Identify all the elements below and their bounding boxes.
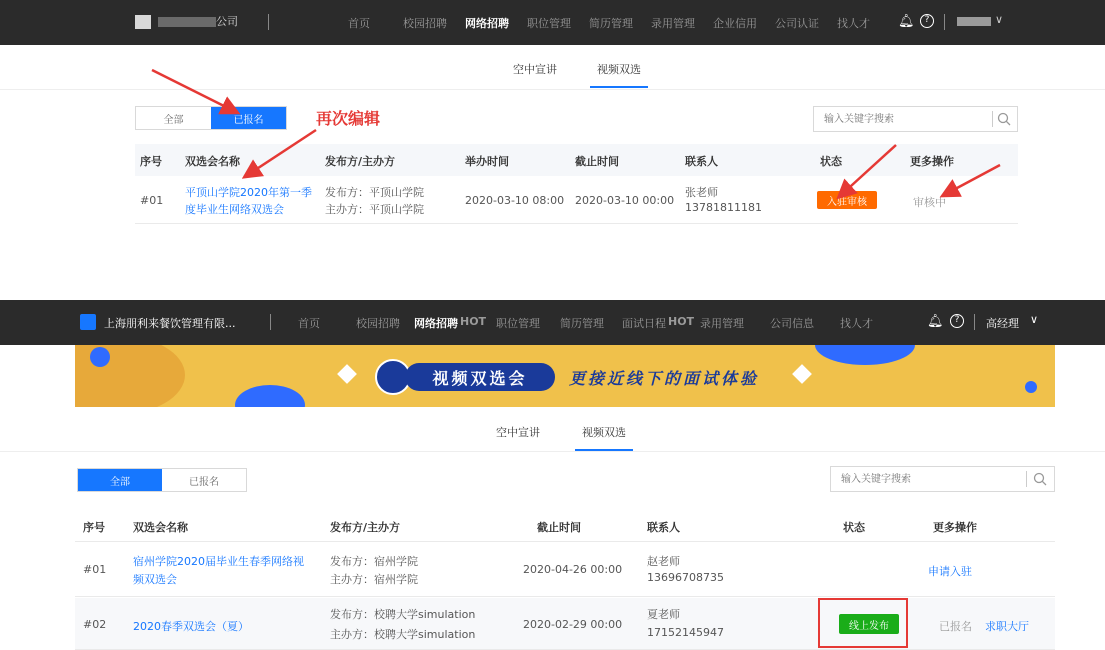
nav-talent[interactable]: 找人才 (837, 16, 870, 30)
banner-diamond (337, 364, 357, 384)
job-hall-link[interactable]: 求职大厅 (985, 620, 1029, 633)
filter-all[interactable]: 全部 (163, 114, 184, 126)
status-badge: 线上发布 (839, 614, 899, 634)
banner-dot (1025, 381, 1037, 393)
highlight-box (818, 598, 908, 648)
nav-talent[interactable]: 找人才 (840, 316, 873, 330)
fair-name-link[interactable]: 宿州学院2020届毕业生春季网络视 (133, 555, 304, 568)
hot-badge: HOT (668, 314, 695, 328)
tab-video-fair[interactable]: 视频双选 (597, 63, 641, 76)
bottom-table-header (75, 510, 1055, 542)
nav-resume[interactable]: 简历管理 (560, 316, 604, 330)
col-deadline: 截止时间 (537, 521, 581, 534)
col-status: 状态 (820, 155, 842, 168)
chevron-down-icon[interactable]: ∨ (995, 13, 1004, 26)
search-icon[interactable] (1033, 472, 1047, 486)
company-name: 公司 (216, 15, 238, 28)
tab-air-talk[interactable]: 空中宣讲 (496, 426, 540, 439)
fair-name-link-2[interactable]: 度毕业生网络双选会 (185, 203, 284, 216)
nav-hire[interactable]: 录用管理 (700, 316, 744, 330)
contact-phone: 17152145947 (647, 626, 724, 639)
nav-hire[interactable]: 录用管理 (651, 16, 695, 30)
banner-dot (815, 345, 915, 365)
nav-resume[interactable]: 简历管理 (589, 16, 633, 30)
nav-jobs[interactable]: 职位管理 (527, 16, 571, 30)
user-name[interactable]: 高经理 (986, 317, 1019, 330)
col-publisher: 发布方/主办方 (330, 521, 401, 534)
contact-name: 张老师 (685, 186, 718, 199)
filter-registered[interactable]: 已报名 (189, 476, 219, 488)
nav-company-info[interactable]: 公司信息 (770, 316, 814, 330)
divider (270, 314, 271, 330)
divider (974, 314, 975, 330)
col-actions: 更多操作 (910, 155, 954, 168)
deadline: 2020-03-10 00:00 (575, 194, 675, 207)
search-input[interactable] (831, 467, 1009, 491)
nav-schedule[interactable]: 面试日程 HOT (622, 314, 695, 330)
contact-name: 夏老师 (647, 608, 680, 621)
review-status: 审核中 (913, 196, 946, 209)
filter-all[interactable]: 全部 (78, 469, 162, 491)
company-name: 上海朋利来餐饮管理有限... (104, 317, 236, 330)
fair-name-link-2[interactable]: 频双选会 (133, 573, 177, 586)
col-name: 双选会名称 (133, 521, 188, 534)
bottom-search (830, 466, 1055, 492)
tab-air-talk[interactable]: 空中宣讲 (513, 63, 557, 76)
col-contact: 联系人 (685, 155, 718, 168)
bottom-main-nav (298, 300, 890, 345)
nav-campus[interactable]: 校园招聘 (403, 16, 447, 30)
nav-credit[interactable]: 企业信用 (713, 16, 757, 30)
deadline: 2020-04-26 00:00 (523, 563, 623, 576)
contact-phone: 13696708735 (647, 571, 724, 584)
col-hold-time: 举办时间 (465, 155, 509, 168)
contact-phone: 13781811181 (685, 201, 762, 214)
nav-jobs[interactable]: 职位管理 (496, 316, 540, 330)
fair-name-link[interactable]: 2020春季双选会（夏） (133, 620, 249, 633)
nav-verify[interactable]: 公司认证 (775, 16, 819, 30)
annotation-arrows (0, 0, 1105, 240)
host: 主办方：宿州学院 (330, 573, 418, 586)
nav-home[interactable]: 首页 (348, 16, 370, 30)
publisher: 发布方：平顶山学院 (325, 186, 424, 199)
company-logo (80, 314, 96, 330)
col-name: 双选会名称 (185, 155, 240, 168)
nav-online[interactable]: 网络招聘 (465, 16, 509, 30)
bottom-navbar (0, 300, 1105, 345)
banner-slogan: 更接近线下的面试体验 (569, 369, 760, 388)
col-contact: 联系人 (647, 521, 680, 534)
col-actions: 更多操作 (933, 521, 977, 534)
help-icon[interactable]: ? (920, 14, 934, 28)
filter-registered[interactable]: 已报名 (211, 107, 286, 129)
contact-name: 赵老师 (647, 555, 680, 568)
fair-name-link[interactable]: 平顶山学院2020年第一季 (185, 186, 312, 199)
chevron-down-icon[interactable]: ∨ (1030, 313, 1039, 326)
promo-banner[interactable] (75, 345, 1055, 407)
col-no: 序号 (140, 155, 162, 168)
annotation-edit: 再次编辑 (316, 109, 381, 128)
banner-title: 视频双选会 (405, 363, 555, 391)
help-icon[interactable]: ? (950, 314, 964, 328)
row-no: #01 (83, 563, 107, 576)
nav-online[interactable]: 网络招聘 HOT (414, 314, 487, 330)
nav-home[interactable]: 首页 (298, 316, 320, 330)
row-no: #01 (140, 194, 164, 207)
apply-link[interactable]: 申请入驻 (928, 565, 972, 578)
col-publisher: 发布方/主办方 (325, 155, 396, 168)
bell-icon[interactable]: 🔔︎ (927, 314, 944, 329)
col-deadline: 截止时间 (575, 155, 619, 168)
table-row (75, 543, 1055, 597)
hold-time: 2020-03-10 08:00 (465, 194, 565, 207)
table-row (75, 598, 1055, 650)
tab-video-fair[interactable]: 视频双选 (582, 426, 626, 439)
publisher: 发布方：宿州学院 (330, 555, 418, 568)
hot-badge: HOT (460, 314, 487, 328)
banner-diamond (792, 364, 812, 384)
banner-dot (235, 385, 305, 407)
status-badge: 入驻审核 (817, 191, 877, 209)
col-no: 序号 (83, 521, 105, 534)
host: 主办方：校聘大学simulation (330, 628, 476, 641)
registered-label: 已报名 (939, 620, 972, 633)
bell-icon[interactable]: 🔔︎ (898, 14, 915, 29)
bottom-filter-toggle (77, 468, 247, 492)
banner-dot (90, 347, 110, 367)
deadline: 2020-02-29 00:00 (523, 618, 623, 631)
publisher: 发布方：校聘大学simulation (330, 608, 476, 621)
divider (0, 451, 1105, 452)
host: 主办方：平顶山学院 (325, 203, 424, 216)
nav-campus[interactable]: 校园招聘 (356, 316, 400, 330)
row-no: #02 (83, 618, 107, 631)
col-status: 状态 (843, 521, 865, 534)
bottom-subtabs (496, 424, 626, 440)
